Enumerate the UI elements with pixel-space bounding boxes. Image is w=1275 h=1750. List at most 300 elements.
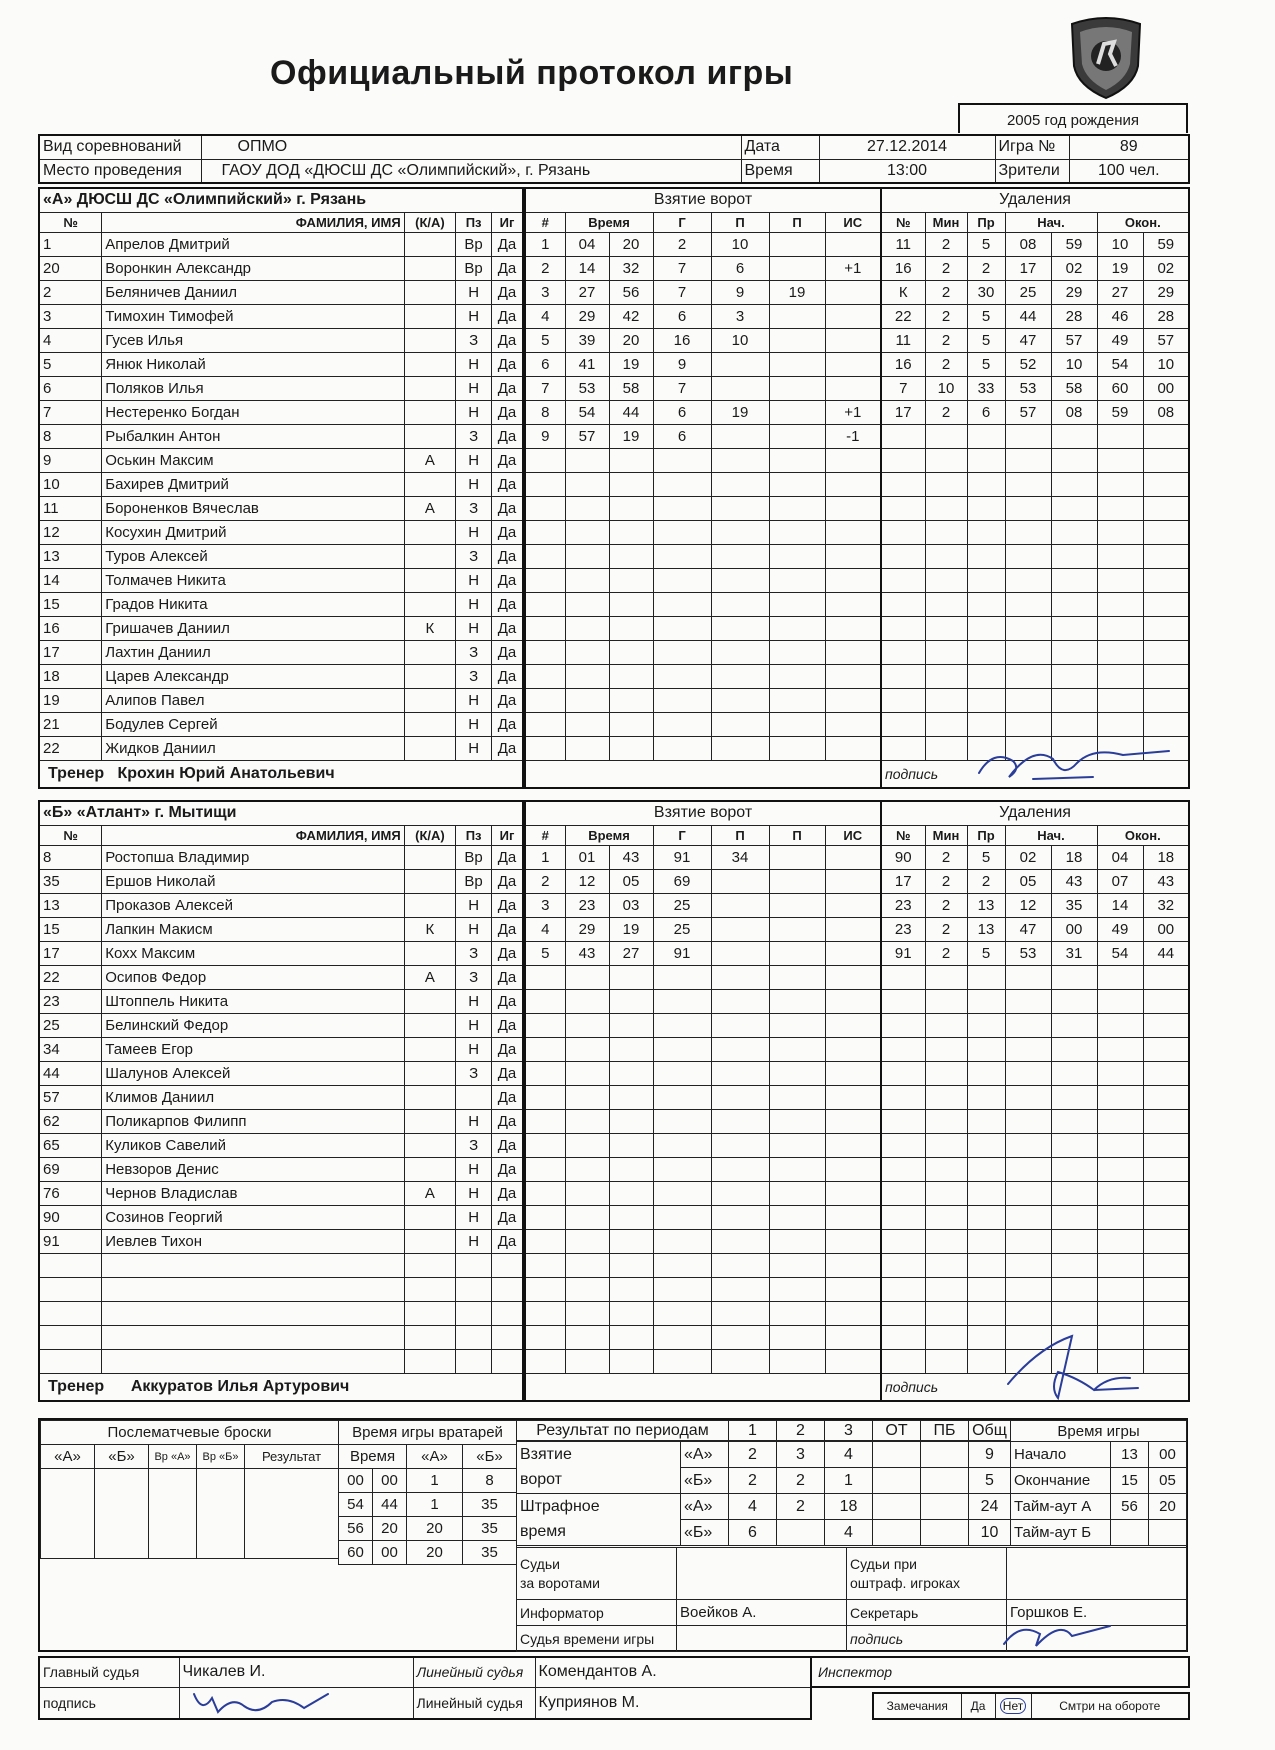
player-position: З (456, 544, 492, 568)
pim-a-2: 2 (777, 1494, 825, 1520)
player-number: 3 (39, 304, 102, 328)
event-row (525, 568, 881, 592)
player-row (39, 352, 523, 376)
event-cell (711, 712, 769, 736)
event-cell: Тайм-аут Б (1011, 1520, 1111, 1546)
event-cell: 57 (1005, 400, 1051, 424)
player-role (404, 845, 456, 869)
player-played: Да (492, 917, 523, 941)
event-cell (653, 520, 711, 544)
event-cell (565, 616, 609, 640)
event-cell (825, 1157, 881, 1181)
event-cell: +1 (825, 400, 881, 424)
player-role (404, 544, 456, 568)
event-cell: 54 (1097, 941, 1143, 965)
event-cell: 60 (1097, 376, 1143, 400)
player-position (456, 1325, 492, 1349)
player-role (404, 592, 456, 616)
event-cell (525, 520, 565, 544)
event-cell (769, 568, 825, 592)
player-row (39, 1181, 523, 1205)
event-cell: 19 (1097, 256, 1143, 280)
event-cell: 10 (711, 232, 769, 256)
event-row (525, 1349, 881, 1373)
event-cell: 69 (653, 869, 711, 893)
event-cell (1097, 688, 1143, 712)
player-name (102, 1349, 404, 1373)
event-cell (881, 1349, 925, 1373)
event-cell (925, 616, 967, 640)
event-cell (653, 640, 711, 664)
player-row (39, 1325, 523, 1349)
event-cell: 3 (525, 280, 565, 304)
player-played: Да (492, 1085, 523, 1109)
event-cell: 52 (1005, 352, 1051, 376)
event-cell: 5 (967, 941, 1005, 965)
event-cell: 2 (525, 869, 565, 893)
goals-label: Взятие (517, 1442, 681, 1468)
event-cell (1005, 1301, 1051, 1325)
g-idx: # (525, 825, 565, 845)
event-cell (609, 664, 653, 688)
event-cell (967, 448, 1005, 472)
player-number (39, 1253, 102, 1277)
player-name: Градов Никита (102, 592, 404, 616)
informer-label: Информатор (517, 1600, 677, 1626)
event-cell (1097, 1301, 1143, 1325)
event-cell (609, 1181, 653, 1205)
event-cell (711, 1205, 769, 1229)
event-cell (565, 1205, 609, 1229)
event-cell (653, 592, 711, 616)
event-cell (1005, 1205, 1051, 1229)
event-cell (653, 1277, 711, 1301)
player-row (39, 941, 523, 965)
event-cell (565, 1085, 609, 1109)
player-name (102, 1301, 404, 1325)
event-cell (565, 1157, 609, 1181)
event-cell (525, 616, 565, 640)
event-cell (711, 1301, 769, 1325)
event-cell (565, 448, 609, 472)
gk-col-time: Время (339, 1445, 407, 1469)
event-row (525, 1037, 881, 1061)
event-cell: 2 (925, 328, 967, 352)
team-b-roster (38, 800, 524, 1402)
event-cell: 02 (1005, 845, 1051, 869)
event-cell (925, 1253, 967, 1277)
player-played: Да (492, 1205, 523, 1229)
so-col-a: «А» (41, 1445, 95, 1469)
event-cell (1143, 989, 1189, 1013)
event-cell (525, 496, 565, 520)
player-row (39, 1301, 523, 1325)
event-cell (925, 1181, 967, 1205)
player-row (39, 304, 523, 328)
p-end: Окон. (1097, 825, 1189, 845)
event-cell (1051, 664, 1097, 688)
event-cell: 5 (525, 328, 565, 352)
player-name: Белинский Федор (102, 1013, 404, 1037)
remarks-yes[interactable]: Да (961, 1693, 995, 1719)
player-played: Да (492, 448, 523, 472)
event-cell (609, 1325, 653, 1349)
event-cell (565, 712, 609, 736)
event-cell: 23 (881, 917, 925, 941)
event-row (881, 256, 1189, 280)
team-b-goals (524, 800, 882, 1402)
event-cell (1005, 1085, 1051, 1109)
player-played: Да (492, 256, 523, 280)
event-cell (711, 424, 769, 448)
event-cell: -1 (825, 424, 881, 448)
event-cell: 59 (1143, 232, 1189, 256)
event-row (525, 1229, 881, 1253)
penalties-title: Удаления (881, 801, 1189, 825)
player-played: Да (492, 640, 523, 664)
event-cell: 27 (609, 941, 653, 965)
event-cell (769, 496, 825, 520)
event-cell (769, 472, 825, 496)
event-cell (711, 989, 769, 1013)
event-cell (609, 1061, 653, 1085)
event-cell (769, 640, 825, 664)
event-row (881, 917, 1189, 941)
event-cell (825, 965, 881, 989)
player-name: Созинов Георгий (102, 1205, 404, 1229)
goals-b-total: 5 (969, 1468, 1011, 1494)
event-cell (881, 1253, 925, 1277)
event-cell (825, 520, 881, 544)
event-cell (1143, 1229, 1189, 1253)
event-cell (565, 1325, 609, 1349)
event-cell (769, 736, 825, 760)
event-cell: 00 (1149, 1442, 1187, 1468)
player-played (492, 1301, 523, 1325)
event-cell (769, 448, 825, 472)
event-cell (1005, 1133, 1051, 1157)
player-played: Да (492, 280, 523, 304)
event-cell (769, 965, 825, 989)
player-name: Бороненков Вячеслав (102, 496, 404, 520)
event-cell: 5 (525, 941, 565, 965)
event-row (525, 869, 881, 893)
player-name: Лапкин Макисм (102, 917, 404, 941)
player-role (404, 941, 456, 965)
event-cell: 33 (967, 376, 1005, 400)
event-cell: 25 (653, 917, 711, 941)
event-cell (967, 1157, 1005, 1181)
event-cell: Тайм-аут А (1011, 1494, 1111, 1520)
player-role (404, 256, 456, 280)
event-cell: 04 (565, 232, 609, 256)
player-name: Куликов Савелий (102, 1133, 404, 1157)
player-played: Да (492, 352, 523, 376)
player-position: Н (456, 448, 492, 472)
event-cell (565, 664, 609, 688)
event-cell: 2 (925, 893, 967, 917)
event-cell (1097, 1085, 1143, 1109)
player-name: Поликарпов Филипп (102, 1109, 404, 1133)
event-cell: 9 (525, 424, 565, 448)
event-cell: 6 (525, 352, 565, 376)
event-cell (609, 1229, 653, 1253)
event-cell: 7 (653, 280, 711, 304)
event-cell: 6 (653, 400, 711, 424)
event-cell (881, 1013, 925, 1037)
event-row (525, 1133, 881, 1157)
event-cell: 90 (881, 845, 925, 869)
event-cell (711, 1085, 769, 1109)
event-cell (825, 989, 881, 1013)
event-cell: 07 (1097, 869, 1143, 893)
event-cell (1143, 1157, 1189, 1181)
event-cell (711, 941, 769, 965)
player-row (39, 640, 523, 664)
event-cell (925, 1229, 967, 1253)
event-cell (825, 1061, 881, 1085)
player-role (404, 1325, 456, 1349)
event-cell: 47 (1005, 917, 1051, 941)
event-cell: 25 (1005, 280, 1051, 304)
p-end: Окон. (1097, 212, 1189, 232)
player-row (39, 1277, 523, 1301)
event-row (881, 1013, 1189, 1037)
event-cell: 29 (1143, 280, 1189, 304)
col-ka: (К/А) (404, 212, 456, 232)
team-b-signature: подпись (881, 1373, 1189, 1401)
player-name (102, 1325, 404, 1349)
player-role (404, 1013, 456, 1037)
p-min: Мин (925, 825, 967, 845)
event-row (525, 1157, 881, 1181)
event-cell (609, 965, 653, 989)
col-name: ФАМИЛИЯ, ИМЯ (102, 825, 404, 845)
pim-b-so (921, 1520, 969, 1546)
event-row (525, 256, 881, 280)
event-cell: 29 (565, 917, 609, 941)
player-position: Вр (456, 845, 492, 869)
event-cell (1005, 1277, 1051, 1301)
event-cell: 43 (1143, 869, 1189, 893)
player-position: Н (456, 1157, 492, 1181)
event-cell (525, 1205, 565, 1229)
event-cell: 41 (565, 352, 609, 376)
period-so: ПБ (921, 1421, 969, 1441)
player-role (404, 664, 456, 688)
player-role (404, 352, 456, 376)
event-cell (653, 965, 711, 989)
event-row (881, 400, 1189, 424)
event-row (881, 1253, 1189, 1277)
player-number: 18 (39, 664, 102, 688)
event-cell: 11 (881, 328, 925, 352)
event-cell (1097, 1181, 1143, 1205)
event-cell (769, 304, 825, 328)
event-cell (1005, 592, 1051, 616)
event-cell (769, 1013, 825, 1037)
event-cell: 4 (525, 304, 565, 328)
event-cell: 8 (525, 400, 565, 424)
event-cell (1051, 496, 1097, 520)
event-cell: 15 (1111, 1468, 1149, 1494)
event-cell (653, 1157, 711, 1181)
event-cell (711, 592, 769, 616)
event-row (881, 1061, 1189, 1085)
player-role (404, 1253, 456, 1277)
penalty-judges-label (847, 1548, 1007, 1600)
player-name: Косухин Дмитрий (102, 520, 404, 544)
event-cell (1097, 1037, 1143, 1061)
event-cell (609, 736, 653, 760)
goal-judges-line2: за воротами (520, 1574, 600, 1591)
event-cell (769, 1061, 825, 1085)
event-cell (967, 989, 1005, 1013)
event-cell (1005, 496, 1051, 520)
event-cell (967, 965, 1005, 989)
player-role (404, 1229, 456, 1253)
inspector-table (810, 1656, 1190, 1688)
event-cell: 23 (881, 893, 925, 917)
player-row (39, 1109, 523, 1133)
player-role (404, 1061, 456, 1085)
remarks-no[interactable] (995, 1693, 1031, 1719)
pim-b-3: 4 (825, 1520, 873, 1546)
event-row (881, 989, 1189, 1013)
event-cell (1051, 592, 1097, 616)
event-cell (825, 1037, 881, 1061)
player-role (404, 520, 456, 544)
event-cell (653, 472, 711, 496)
event-cell: +1 (825, 256, 881, 280)
team-a-penalties (880, 187, 1190, 789)
player-number: 7 (39, 400, 102, 424)
event-cell (1005, 989, 1051, 1013)
event-row (525, 400, 881, 424)
event-cell: 6 (653, 424, 711, 448)
pim-a-ot (873, 1494, 921, 1520)
event-cell: 05 (1149, 1468, 1187, 1494)
event-row (881, 640, 1189, 664)
event-cell (881, 1037, 925, 1061)
event-cell: 02 (1051, 256, 1097, 280)
event-cell (653, 616, 711, 640)
event-cell: 44 (1143, 941, 1189, 965)
event-row (525, 965, 881, 989)
event-row (525, 544, 881, 568)
player-number: 13 (39, 893, 102, 917)
event-cell (711, 688, 769, 712)
event-cell (653, 1013, 711, 1037)
event-cell (609, 1133, 653, 1157)
event-cell: 47 (1005, 328, 1051, 352)
event-cell (609, 1037, 653, 1061)
player-played: Да (492, 232, 523, 256)
player-row (39, 845, 523, 869)
event-cell (825, 1013, 881, 1037)
player-number: 69 (39, 1157, 102, 1181)
event-cell (881, 616, 925, 640)
event-cell (653, 712, 711, 736)
event-cell (565, 1253, 609, 1277)
event-cell (769, 1229, 825, 1253)
event-cell (1051, 1157, 1097, 1181)
event-cell (525, 1277, 565, 1301)
event-cell (525, 1133, 565, 1157)
event-cell (1143, 1013, 1189, 1037)
player-played (492, 1349, 523, 1373)
event-cell (653, 1037, 711, 1061)
event-cell (825, 1253, 881, 1277)
player-row (39, 736, 523, 760)
player-name: Воронкин Александр (102, 256, 404, 280)
event-cell (825, 712, 881, 736)
event-cell: 5 (967, 352, 1005, 376)
event-cell (769, 1325, 825, 1349)
event-cell (925, 640, 967, 664)
event-cell (1097, 1253, 1143, 1277)
event-cell: 12 (565, 869, 609, 893)
event-cell (967, 1301, 1005, 1325)
event-cell (565, 1349, 609, 1373)
event-cell (653, 448, 711, 472)
event-cell (769, 1109, 825, 1133)
secretary-label: Секретарь (847, 1600, 1007, 1626)
event-row (881, 712, 1189, 736)
event-cell (769, 1157, 825, 1181)
event-cell: 6 (711, 256, 769, 280)
event-cell: К (881, 280, 925, 304)
event-row (525, 1277, 881, 1301)
event-cell (609, 520, 653, 544)
event-cell (609, 1157, 653, 1181)
goals-b-so (921, 1468, 969, 1494)
event-cell: 01 (565, 845, 609, 869)
player-number: 17 (39, 640, 102, 664)
event-row (881, 352, 1189, 376)
pim-label: Штрафное (517, 1494, 681, 1520)
player-role (404, 989, 456, 1013)
event-cell (925, 1061, 967, 1085)
player-position: Н (456, 280, 492, 304)
player-number: 12 (39, 520, 102, 544)
event-cell (825, 496, 881, 520)
player-name: Толмачев Никита (102, 568, 404, 592)
team-a-roster (38, 187, 524, 789)
event-cell (711, 1181, 769, 1205)
pim-b-1: 6 (729, 1520, 777, 1546)
col-num: № (39, 212, 102, 232)
event-row (525, 1109, 881, 1133)
event-cell: 08 (1143, 400, 1189, 424)
event-cell (1051, 568, 1097, 592)
player-number (39, 1349, 102, 1373)
event-cell (711, 496, 769, 520)
player-row (39, 592, 523, 616)
event-cell (653, 1109, 711, 1133)
event-cell (825, 592, 881, 616)
event-cell (925, 1205, 967, 1229)
event-cell (1005, 424, 1051, 448)
event-cell (967, 1253, 1005, 1277)
player-position: З (456, 664, 492, 688)
so-col-result: Результат (245, 1445, 339, 1469)
event-cell (967, 472, 1005, 496)
period-ot: ОТ (873, 1421, 921, 1441)
player-name: Ростопша Владимир (102, 845, 404, 869)
event-cell (711, 1325, 769, 1349)
event-cell: 00 (373, 1541, 407, 1565)
